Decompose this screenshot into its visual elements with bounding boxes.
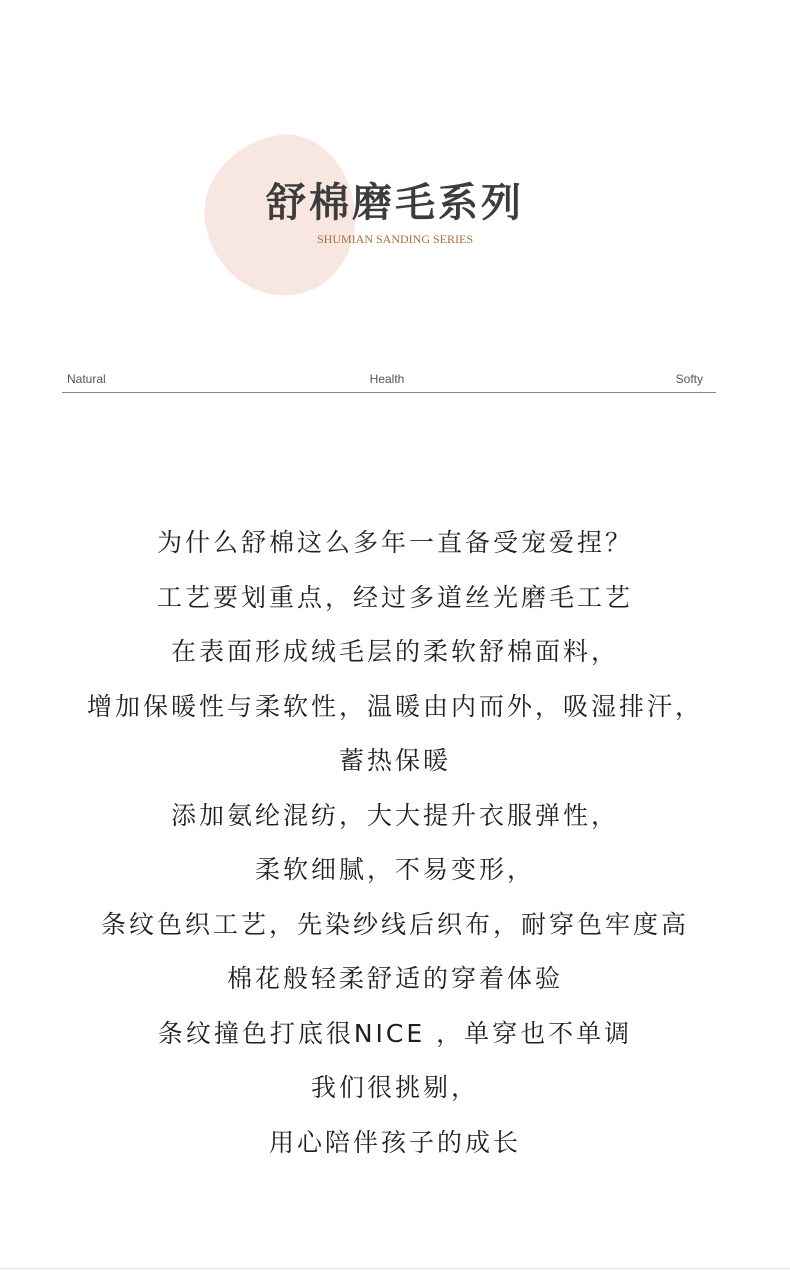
description-line: 在表面形成绒毛层的柔软舒棉面料， (170, 637, 619, 666)
description-line: 柔软细腻，不易变形， (254, 855, 535, 884)
description-line: 用心陪伴孩子的成长 (268, 1127, 521, 1157)
description-line: 我们很挑剔， (310, 1073, 479, 1102)
description-block (0, 516, 790, 1170)
description-line: 条纹色织工艺，先染纱线后织布，耐穿色牢度高 (100, 909, 689, 939)
page-title: 舒棉磨毛系列 (266, 180, 524, 226)
description-line: 条纹撞色打底很NICE ，单穿也不单调 (157, 1018, 633, 1048)
description-line: 蓄热保暖 (338, 746, 451, 775)
tagline-health: Health (369, 372, 405, 386)
page-subtitle: SHUMIAN SANDING SERIES (316, 232, 473, 246)
tagline-natural: Natural (67, 372, 106, 386)
description-line: 棉花般轻柔舒适的穿着体验 (226, 964, 563, 993)
divider-line (62, 392, 716, 393)
description-line: 工艺要划重点，经过多道丝光磨毛工艺 (156, 582, 633, 612)
bottom-divider (0, 1268, 790, 1269)
description-line: 为什么舒棉这么多年一直备受宠爱捏？ (156, 528, 633, 557)
description-line: 添加氨纶混纺，大大提升衣服弹性， (170, 800, 619, 830)
tagline-softy: Softy (675, 372, 703, 386)
description-line: 增加保暖性与柔软性，温暖由内而外，吸湿排汗， (86, 691, 703, 721)
